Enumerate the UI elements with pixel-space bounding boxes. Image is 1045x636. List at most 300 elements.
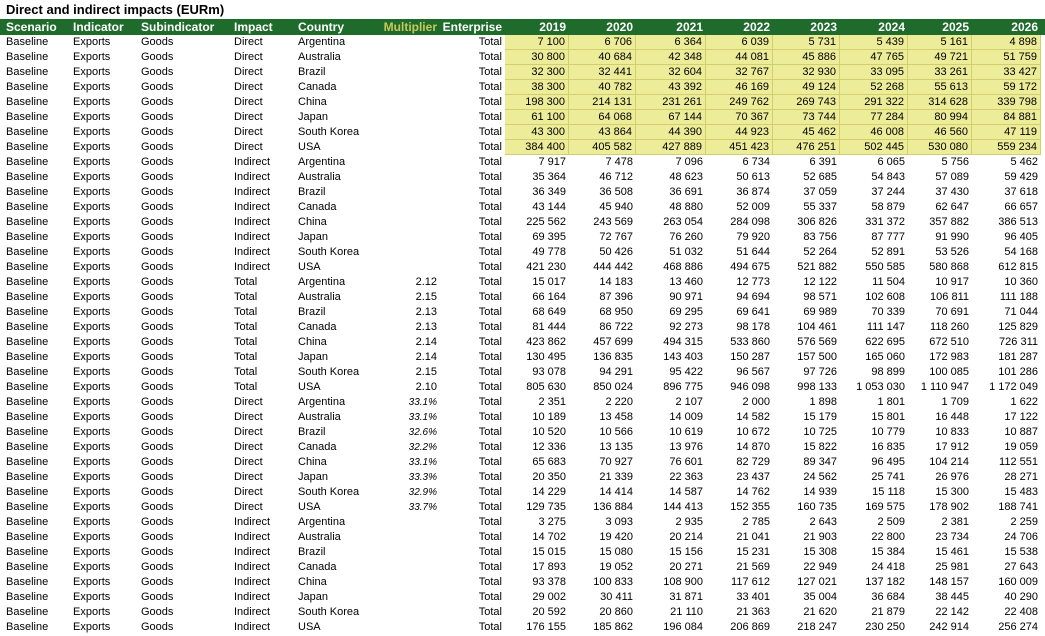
cell-year-2023[interactable]: 15 308	[803, 546, 837, 558]
cell-year-2025[interactable]: 106 811	[930, 291, 969, 303]
cell-year-2021[interactable]: 92 273	[669, 321, 703, 333]
cell-subindicator[interactable]: Goods	[141, 66, 174, 78]
cell-year-2021[interactable]: 31 871	[669, 591, 703, 603]
cell-impact[interactable]: Total	[234, 366, 258, 378]
cell-year-2020[interactable]: 405 582	[569, 140, 636, 155]
cell-year-2021[interactable]: 22 363	[669, 471, 703, 483]
cell-year-2024[interactable]: 10 779	[871, 426, 905, 438]
cell-year-2020[interactable]: 15 080	[599, 546, 633, 558]
cell-year-2026[interactable]: 1 622	[1010, 396, 1038, 408]
cell-year-2026[interactable]: 51 759	[972, 50, 1041, 65]
cell-subindicator[interactable]: Goods	[141, 81, 174, 93]
cell-year-2025[interactable]: 37 430	[935, 186, 969, 198]
cell-year-2024[interactable]: 15 384	[871, 546, 905, 558]
cell-multiplier[interactable]: 2.12	[415, 276, 437, 288]
cell-year-2026[interactable]: 71 044	[1004, 306, 1038, 318]
cell-country[interactable]: Canada	[298, 321, 337, 333]
cell-year-2023[interactable]: 1 898	[809, 396, 837, 408]
cell-country[interactable]: Canada	[298, 201, 337, 213]
cell-year-2023[interactable]: 998 133	[797, 381, 837, 393]
cell-enterprise[interactable]: Total	[478, 96, 502, 108]
cell-country[interactable]: Australia	[298, 51, 341, 63]
cell-multiplier[interactable]	[372, 605, 440, 620]
cell-impact[interactable]: Total	[234, 291, 258, 303]
cell-scenario[interactable]: Baseline	[6, 621, 49, 633]
cell-year-2020[interactable]: 13 458	[599, 411, 633, 423]
cell-multiplier[interactable]	[372, 50, 440, 65]
cell-subindicator[interactable]: Goods	[141, 486, 174, 498]
cell-year-2020[interactable]: 87 396	[599, 291, 633, 303]
cell-subindicator[interactable]: Goods	[141, 546, 174, 558]
cell-year-2019[interactable]: 32 300	[505, 65, 569, 80]
cell-year-2021[interactable]: 48 880	[669, 201, 703, 213]
cell-country[interactable]: Argentina	[298, 156, 346, 168]
cell-year-2023[interactable]: 32 930	[773, 65, 840, 80]
cell-multiplier[interactable]	[372, 140, 440, 155]
column-header-year-2026[interactable]: 2026	[1011, 20, 1038, 34]
cell-subindicator[interactable]: Goods	[141, 186, 174, 198]
cell-country[interactable]: Canada	[298, 81, 337, 93]
cell-impact[interactable]: Direct	[234, 141, 263, 153]
column-header-year-2025[interactable]: 2025	[942, 20, 969, 34]
cell-multiplier[interactable]: 2.14	[415, 351, 437, 363]
cell-subindicator[interactable]: Goods	[141, 231, 174, 243]
cell-enterprise[interactable]: Total	[478, 471, 502, 483]
cell-year-2025[interactable]: 10 917	[935, 276, 969, 288]
cell-year-2025[interactable]: 38 445	[935, 591, 969, 603]
cell-year-2022[interactable]: 2 000	[742, 396, 770, 408]
cell-enterprise[interactable]: Total	[478, 546, 502, 558]
cell-impact[interactable]: Indirect	[234, 561, 271, 573]
cell-year-2021[interactable]: 48 623	[669, 171, 703, 183]
cell-year-2024[interactable]: 33 095	[840, 65, 908, 80]
cell-year-2021[interactable]: 43 392	[636, 80, 706, 95]
cell-year-2026[interactable]: 28 271	[1004, 471, 1038, 483]
cell-year-2024[interactable]: 1 053 030	[856, 381, 905, 393]
cell-enterprise[interactable]: Total	[478, 366, 502, 378]
cell-enterprise[interactable]: Total	[478, 141, 502, 153]
cell-year-2022[interactable]: 21 041	[736, 531, 770, 543]
cell-scenario[interactable]: Baseline	[6, 561, 49, 573]
cell-multiplier[interactable]	[372, 200, 440, 215]
cell-year-2026[interactable]: 10 360	[1004, 276, 1038, 288]
cell-impact[interactable]: Indirect	[234, 591, 271, 603]
cell-subindicator[interactable]: Goods	[141, 561, 174, 573]
cell-subindicator[interactable]: Goods	[141, 531, 174, 543]
cell-year-2022[interactable]: 15 231	[736, 546, 770, 558]
cell-year-2024[interactable]: 137 182	[865, 576, 905, 588]
cell-year-2026[interactable]: 612 815	[998, 261, 1038, 273]
cell-subindicator[interactable]: Goods	[141, 276, 174, 288]
cell-year-2019[interactable]: 7 100	[505, 35, 569, 50]
cell-subindicator[interactable]: Goods	[141, 336, 174, 348]
cell-year-2024[interactable]: 24 418	[871, 561, 905, 573]
cell-indicator[interactable]: Exports	[73, 546, 111, 558]
cell-impact[interactable]: Indirect	[234, 156, 271, 168]
cell-multiplier[interactable]	[372, 515, 440, 530]
cell-scenario[interactable]: Baseline	[6, 351, 49, 363]
cell-year-2026[interactable]: 37 618	[1004, 186, 1038, 198]
cell-year-2026[interactable]: 101 286	[998, 366, 1038, 378]
cell-indicator[interactable]: Exports	[73, 456, 111, 468]
cell-multiplier[interactable]: 2.15	[415, 291, 437, 303]
cell-indicator[interactable]: Exports	[73, 201, 111, 213]
cell-year-2024[interactable]: 6 065	[877, 156, 905, 168]
cell-multiplier[interactable]	[372, 530, 440, 545]
cell-scenario[interactable]: Baseline	[6, 111, 49, 123]
cell-country[interactable]: USA	[298, 141, 321, 153]
cell-multiplier[interactable]	[372, 545, 440, 560]
cell-year-2026[interactable]: 2 259	[1010, 516, 1038, 528]
cell-impact[interactable]: Indirect	[234, 516, 271, 528]
cell-year-2022[interactable]: 10 672	[736, 426, 770, 438]
cell-scenario[interactable]: Baseline	[6, 81, 49, 93]
cell-country[interactable]: Australia	[298, 531, 341, 543]
cell-impact[interactable]: Direct	[234, 96, 263, 108]
cell-impact[interactable]: Indirect	[234, 246, 271, 258]
cell-scenario[interactable]: Baseline	[6, 441, 49, 453]
cell-year-2026[interactable]: 59 172	[972, 80, 1041, 95]
cell-impact[interactable]: Direct	[234, 111, 263, 123]
cell-year-2025[interactable]: 55 613	[908, 80, 972, 95]
cell-year-2023[interactable]: 6 391	[809, 156, 837, 168]
cell-year-2022[interactable]: 451 423	[706, 140, 773, 155]
cell-enterprise[interactable]: Total	[478, 306, 502, 318]
cell-indicator[interactable]: Exports	[73, 216, 111, 228]
cell-multiplier[interactable]	[372, 185, 440, 200]
cell-year-2025[interactable]: 53 526	[935, 246, 969, 258]
cell-year-2023[interactable]: 127 021	[797, 576, 837, 588]
cell-year-2020[interactable]: 136 884	[593, 501, 633, 513]
cell-year-2021[interactable]: 896 775	[663, 381, 703, 393]
cell-scenario[interactable]: Baseline	[6, 51, 49, 63]
column-header-indicator[interactable]: Indicator	[73, 20, 124, 34]
cell-indicator[interactable]: Exports	[73, 351, 111, 363]
cell-country[interactable]: South Korea	[298, 126, 360, 138]
cell-year-2020[interactable]: 14 414	[599, 486, 633, 498]
cell-enterprise[interactable]: Total	[478, 36, 502, 48]
cell-impact[interactable]: Direct	[234, 411, 263, 423]
cell-year-2025[interactable]: 2 381	[941, 516, 969, 528]
cell-impact[interactable]: Direct	[234, 471, 263, 483]
cell-year-2019[interactable]: 93 078	[532, 366, 566, 378]
cell-year-2026[interactable]: 40 290	[1004, 591, 1038, 603]
cell-year-2026[interactable]: 54 168	[1004, 246, 1038, 258]
cell-year-2020[interactable]: 100 833	[593, 576, 633, 588]
cell-impact[interactable]: Direct	[234, 51, 263, 63]
cell-scenario[interactable]: Baseline	[6, 306, 49, 318]
cell-subindicator[interactable]: Goods	[141, 96, 174, 108]
cell-year-2021[interactable]: 95 422	[669, 366, 703, 378]
cell-impact[interactable]: Indirect	[234, 186, 271, 198]
cell-year-2021[interactable]: 14 587	[669, 486, 703, 498]
cell-multiplier[interactable]	[372, 260, 440, 275]
cell-multiplier[interactable]	[372, 620, 440, 635]
cell-multiplier[interactable]	[372, 560, 440, 575]
cell-year-2025[interactable]: 80 994	[908, 110, 972, 125]
cell-year-2024[interactable]: 291 322	[840, 95, 908, 110]
cell-impact[interactable]: Direct	[234, 126, 263, 138]
cell-enterprise[interactable]: Total	[478, 381, 502, 393]
cell-multiplier[interactable]	[372, 575, 440, 590]
cell-subindicator[interactable]: Goods	[141, 351, 174, 363]
cell-year-2022[interactable]: 946 098	[730, 381, 770, 393]
cell-year-2022[interactable]: 69 641	[736, 306, 770, 318]
cell-multiplier[interactable]: 32.6%	[408, 427, 437, 438]
cell-year-2024[interactable]: 25 741	[871, 471, 905, 483]
cell-year-2025[interactable]: 148 157	[929, 576, 969, 588]
cell-subindicator[interactable]: Goods	[141, 426, 174, 438]
cell-indicator[interactable]: Exports	[73, 81, 111, 93]
cell-year-2025[interactable]: 530 080	[908, 140, 972, 155]
cell-scenario[interactable]: Baseline	[6, 261, 49, 273]
cell-year-2024[interactable]: 58 879	[871, 201, 905, 213]
cell-indicator[interactable]: Exports	[73, 516, 111, 528]
cell-year-2024[interactable]: 622 695	[865, 336, 905, 348]
cell-year-2022[interactable]: 284 098	[730, 216, 770, 228]
cell-country[interactable]: Australia	[298, 171, 341, 183]
cell-year-2024[interactable]: 52 891	[871, 246, 905, 258]
cell-year-2024[interactable]: 37 244	[871, 186, 905, 198]
cell-year-2022[interactable]: 32 767	[706, 65, 773, 80]
cell-country[interactable]: Brazil	[298, 186, 326, 198]
cell-year-2024[interactable]: 331 372	[865, 216, 905, 228]
cell-enterprise[interactable]: Total	[478, 456, 502, 468]
cell-year-2024[interactable]: 96 495	[871, 456, 905, 468]
cell-year-2023[interactable]: 15 822	[803, 441, 837, 453]
cell-enterprise[interactable]: Total	[478, 111, 502, 123]
cell-subindicator[interactable]: Goods	[141, 141, 174, 153]
cell-multiplier[interactable]: 32.2%	[408, 442, 437, 453]
cell-year-2023[interactable]: 52 264	[803, 246, 837, 258]
cell-subindicator[interactable]: Goods	[141, 201, 174, 213]
cell-year-2019[interactable]: 38 300	[505, 80, 569, 95]
cell-year-2025[interactable]: 580 868	[929, 261, 969, 273]
cell-year-2021[interactable]: 10 619	[669, 426, 703, 438]
cell-scenario[interactable]: Baseline	[6, 96, 49, 108]
cell-year-2025[interactable]: 49 721	[908, 50, 972, 65]
cell-multiplier[interactable]	[372, 110, 440, 125]
cell-year-2019[interactable]: 49 778	[532, 246, 566, 258]
cell-scenario[interactable]: Baseline	[6, 606, 49, 618]
cell-year-2023[interactable]: 21 620	[803, 606, 837, 618]
cell-year-2023[interactable]: 269 743	[773, 95, 840, 110]
cell-year-2019[interactable]: 15 017	[532, 276, 566, 288]
cell-year-2021[interactable]: 2 935	[675, 516, 703, 528]
cell-year-2021[interactable]: 231 261	[636, 95, 706, 110]
cell-enterprise[interactable]: Total	[478, 486, 502, 498]
cell-year-2025[interactable]: 91 990	[935, 231, 969, 243]
cell-year-2019[interactable]: 176 155	[526, 621, 566, 633]
column-header-year-2021[interactable]: 2021	[676, 20, 703, 34]
cell-enterprise[interactable]: Total	[478, 336, 502, 348]
cell-subindicator[interactable]: Goods	[141, 366, 174, 378]
cell-year-2019[interactable]: 3 275	[538, 516, 566, 528]
cell-indicator[interactable]: Exports	[73, 531, 111, 543]
cell-year-2024[interactable]: 21 879	[871, 606, 905, 618]
cell-country[interactable]: Brazil	[298, 426, 326, 438]
cell-country[interactable]: Argentina	[298, 36, 346, 48]
cell-year-2021[interactable]: 21 110	[670, 606, 703, 618]
cell-year-2026[interactable]: 339 798	[972, 95, 1041, 110]
cell-indicator[interactable]: Exports	[73, 141, 111, 153]
cell-scenario[interactable]: Baseline	[6, 186, 49, 198]
cell-indicator[interactable]: Exports	[73, 291, 111, 303]
cell-year-2025[interactable]: 23 734	[935, 531, 969, 543]
cell-country[interactable]: Argentina	[298, 396, 346, 408]
cell-year-2019[interactable]: 20 350	[532, 471, 566, 483]
cell-indicator[interactable]: Exports	[73, 261, 111, 273]
cell-year-2021[interactable]: 468 886	[663, 261, 703, 273]
cell-multiplier[interactable]	[372, 170, 440, 185]
cell-multiplier[interactable]	[372, 230, 440, 245]
cell-multiplier[interactable]	[372, 125, 440, 140]
cell-year-2022[interactable]: 70 367	[706, 110, 773, 125]
cell-year-2021[interactable]: 67 144	[636, 110, 706, 125]
cell-year-2024[interactable]: 47 765	[840, 50, 908, 65]
cell-year-2023[interactable]: 45 462	[773, 125, 840, 140]
cell-year-2020[interactable]: 72 767	[599, 231, 633, 243]
cell-year-2024[interactable]: 52 268	[840, 80, 908, 95]
cell-year-2022[interactable]: 14 762	[736, 486, 770, 498]
cell-year-2019[interactable]: 7 917	[538, 156, 566, 168]
cell-year-2020[interactable]: 19 420	[599, 531, 633, 543]
cell-year-2023[interactable]: 35 004	[803, 591, 837, 603]
cell-country[interactable]: Japan	[298, 111, 328, 123]
cell-multiplier[interactable]	[372, 245, 440, 260]
cell-year-2021[interactable]: 196 084	[663, 621, 703, 633]
cell-scenario[interactable]: Baseline	[6, 246, 49, 258]
cell-year-2023[interactable]: 37 059	[803, 186, 837, 198]
cell-year-2019[interactable]: 30 800	[505, 50, 569, 65]
cell-year-2020[interactable]: 3 093	[605, 516, 633, 528]
cell-indicator[interactable]: Exports	[73, 96, 111, 108]
cell-year-2019[interactable]: 14 229	[532, 486, 566, 498]
cell-country[interactable]: Australia	[298, 291, 341, 303]
cell-subindicator[interactable]: Goods	[141, 471, 174, 483]
cell-year-2020[interactable]: 214 131	[569, 95, 636, 110]
cell-year-2019[interactable]: 129 735	[526, 501, 566, 513]
cell-multiplier[interactable]: 33.1%	[408, 412, 437, 423]
cell-year-2021[interactable]: 44 390	[636, 125, 706, 140]
cell-year-2020[interactable]: 86 722	[599, 321, 633, 333]
cell-enterprise[interactable]: Total	[478, 156, 502, 168]
cell-year-2026[interactable]: 33 427	[972, 65, 1041, 80]
cell-enterprise[interactable]: Total	[478, 621, 502, 633]
cell-year-2025[interactable]: 5 756	[941, 156, 969, 168]
cell-year-2026[interactable]: 17 122	[1004, 411, 1038, 423]
cell-scenario[interactable]: Baseline	[6, 516, 49, 528]
cell-year-2026[interactable]: 160 009	[998, 576, 1038, 588]
cell-year-2023[interactable]: 5 731	[773, 35, 840, 50]
cell-enterprise[interactable]: Total	[478, 561, 502, 573]
cell-year-2023[interactable]: 160 735	[797, 501, 837, 513]
cell-year-2024[interactable]: 15 801	[871, 411, 905, 423]
cell-year-2020[interactable]: 20 860	[599, 606, 633, 618]
cell-year-2022[interactable]: 23 437	[736, 471, 770, 483]
cell-indicator[interactable]: Exports	[73, 501, 111, 513]
cell-year-2021[interactable]: 42 348	[636, 50, 706, 65]
cell-year-2023[interactable]: 49 124	[773, 80, 840, 95]
cell-year-2021[interactable]: 15 156	[669, 546, 703, 558]
cell-year-2019[interactable]: 384 400	[505, 140, 569, 155]
cell-subindicator[interactable]: Goods	[141, 591, 174, 603]
cell-year-2026[interactable]: 386 513	[998, 216, 1038, 228]
cell-subindicator[interactable]: Goods	[141, 111, 174, 123]
cell-year-2021[interactable]: 7 096	[675, 156, 703, 168]
cell-year-2020[interactable]: 70 927	[599, 456, 633, 468]
cell-year-2020[interactable]: 185 862	[593, 621, 633, 633]
cell-year-2019[interactable]: 15 015	[532, 546, 566, 558]
cell-year-2019[interactable]: 20 592	[532, 606, 566, 618]
cell-year-2025[interactable]: 15 461	[935, 546, 969, 558]
cell-indicator[interactable]: Exports	[73, 381, 111, 393]
cell-year-2020[interactable]: 19 052	[599, 561, 633, 573]
cell-year-2019[interactable]: 29 002	[532, 591, 566, 603]
cell-impact[interactable]: Direct	[234, 441, 263, 453]
cell-enterprise[interactable]: Total	[478, 351, 502, 363]
cell-year-2020[interactable]: 14 183	[599, 276, 633, 288]
cell-year-2025[interactable]: 357 882	[929, 216, 969, 228]
cell-year-2025[interactable]: 178 902	[929, 501, 969, 513]
cell-year-2019[interactable]: 43 300	[505, 125, 569, 140]
cell-subindicator[interactable]: Goods	[141, 306, 174, 318]
cell-year-2019[interactable]: 35 364	[532, 171, 566, 183]
cell-year-2019[interactable]: 130 495	[526, 351, 566, 363]
cell-year-2019[interactable]: 805 630	[526, 381, 566, 393]
cell-enterprise[interactable]: Total	[478, 216, 502, 228]
cell-scenario[interactable]: Baseline	[6, 276, 49, 288]
cell-multiplier[interactable]	[372, 35, 440, 50]
cell-year-2023[interactable]: 15 179	[803, 411, 837, 423]
cell-subindicator[interactable]: Goods	[141, 156, 174, 168]
cell-enterprise[interactable]: Total	[478, 126, 502, 138]
cell-country[interactable]: USA	[298, 501, 321, 513]
cell-year-2021[interactable]: 108 900	[663, 576, 703, 588]
cell-year-2021[interactable]: 69 295	[669, 306, 703, 318]
cell-subindicator[interactable]: Goods	[141, 441, 174, 453]
cell-scenario[interactable]: Baseline	[6, 171, 49, 183]
cell-subindicator[interactable]: Goods	[141, 261, 174, 273]
cell-country[interactable]: Canada	[298, 441, 337, 453]
cell-subindicator[interactable]: Goods	[141, 411, 174, 423]
cell-subindicator[interactable]: Goods	[141, 621, 174, 633]
cell-indicator[interactable]: Exports	[73, 321, 111, 333]
cell-year-2021[interactable]: 494 315	[663, 336, 703, 348]
cell-country[interactable]: Argentina	[298, 516, 346, 528]
cell-year-2021[interactable]: 13 976	[669, 441, 703, 453]
cell-year-2026[interactable]: 559 234	[972, 140, 1041, 155]
cell-scenario[interactable]: Baseline	[6, 456, 49, 468]
cell-impact[interactable]: Total	[234, 321, 258, 333]
cell-multiplier[interactable]: 2.14	[415, 336, 437, 348]
cell-scenario[interactable]: Baseline	[6, 141, 49, 153]
cell-scenario[interactable]: Baseline	[6, 411, 49, 423]
cell-impact[interactable]: Indirect	[234, 231, 271, 243]
cell-enterprise[interactable]: Total	[478, 51, 502, 63]
cell-indicator[interactable]: Exports	[73, 621, 111, 633]
cell-year-2023[interactable]: 45 886	[773, 50, 840, 65]
cell-indicator[interactable]: Exports	[73, 471, 111, 483]
cell-year-2020[interactable]: 30 411	[600, 591, 633, 603]
cell-year-2020[interactable]: 40 684	[569, 50, 636, 65]
cell-year-2023[interactable]: 24 562	[803, 471, 837, 483]
cell-scenario[interactable]: Baseline	[6, 381, 49, 393]
cell-country[interactable]: Japan	[298, 591, 328, 603]
cell-year-2022[interactable]: 94 694	[736, 291, 770, 303]
cell-year-2026[interactable]: 125 829	[998, 321, 1038, 333]
cell-multiplier[interactable]	[372, 215, 440, 230]
